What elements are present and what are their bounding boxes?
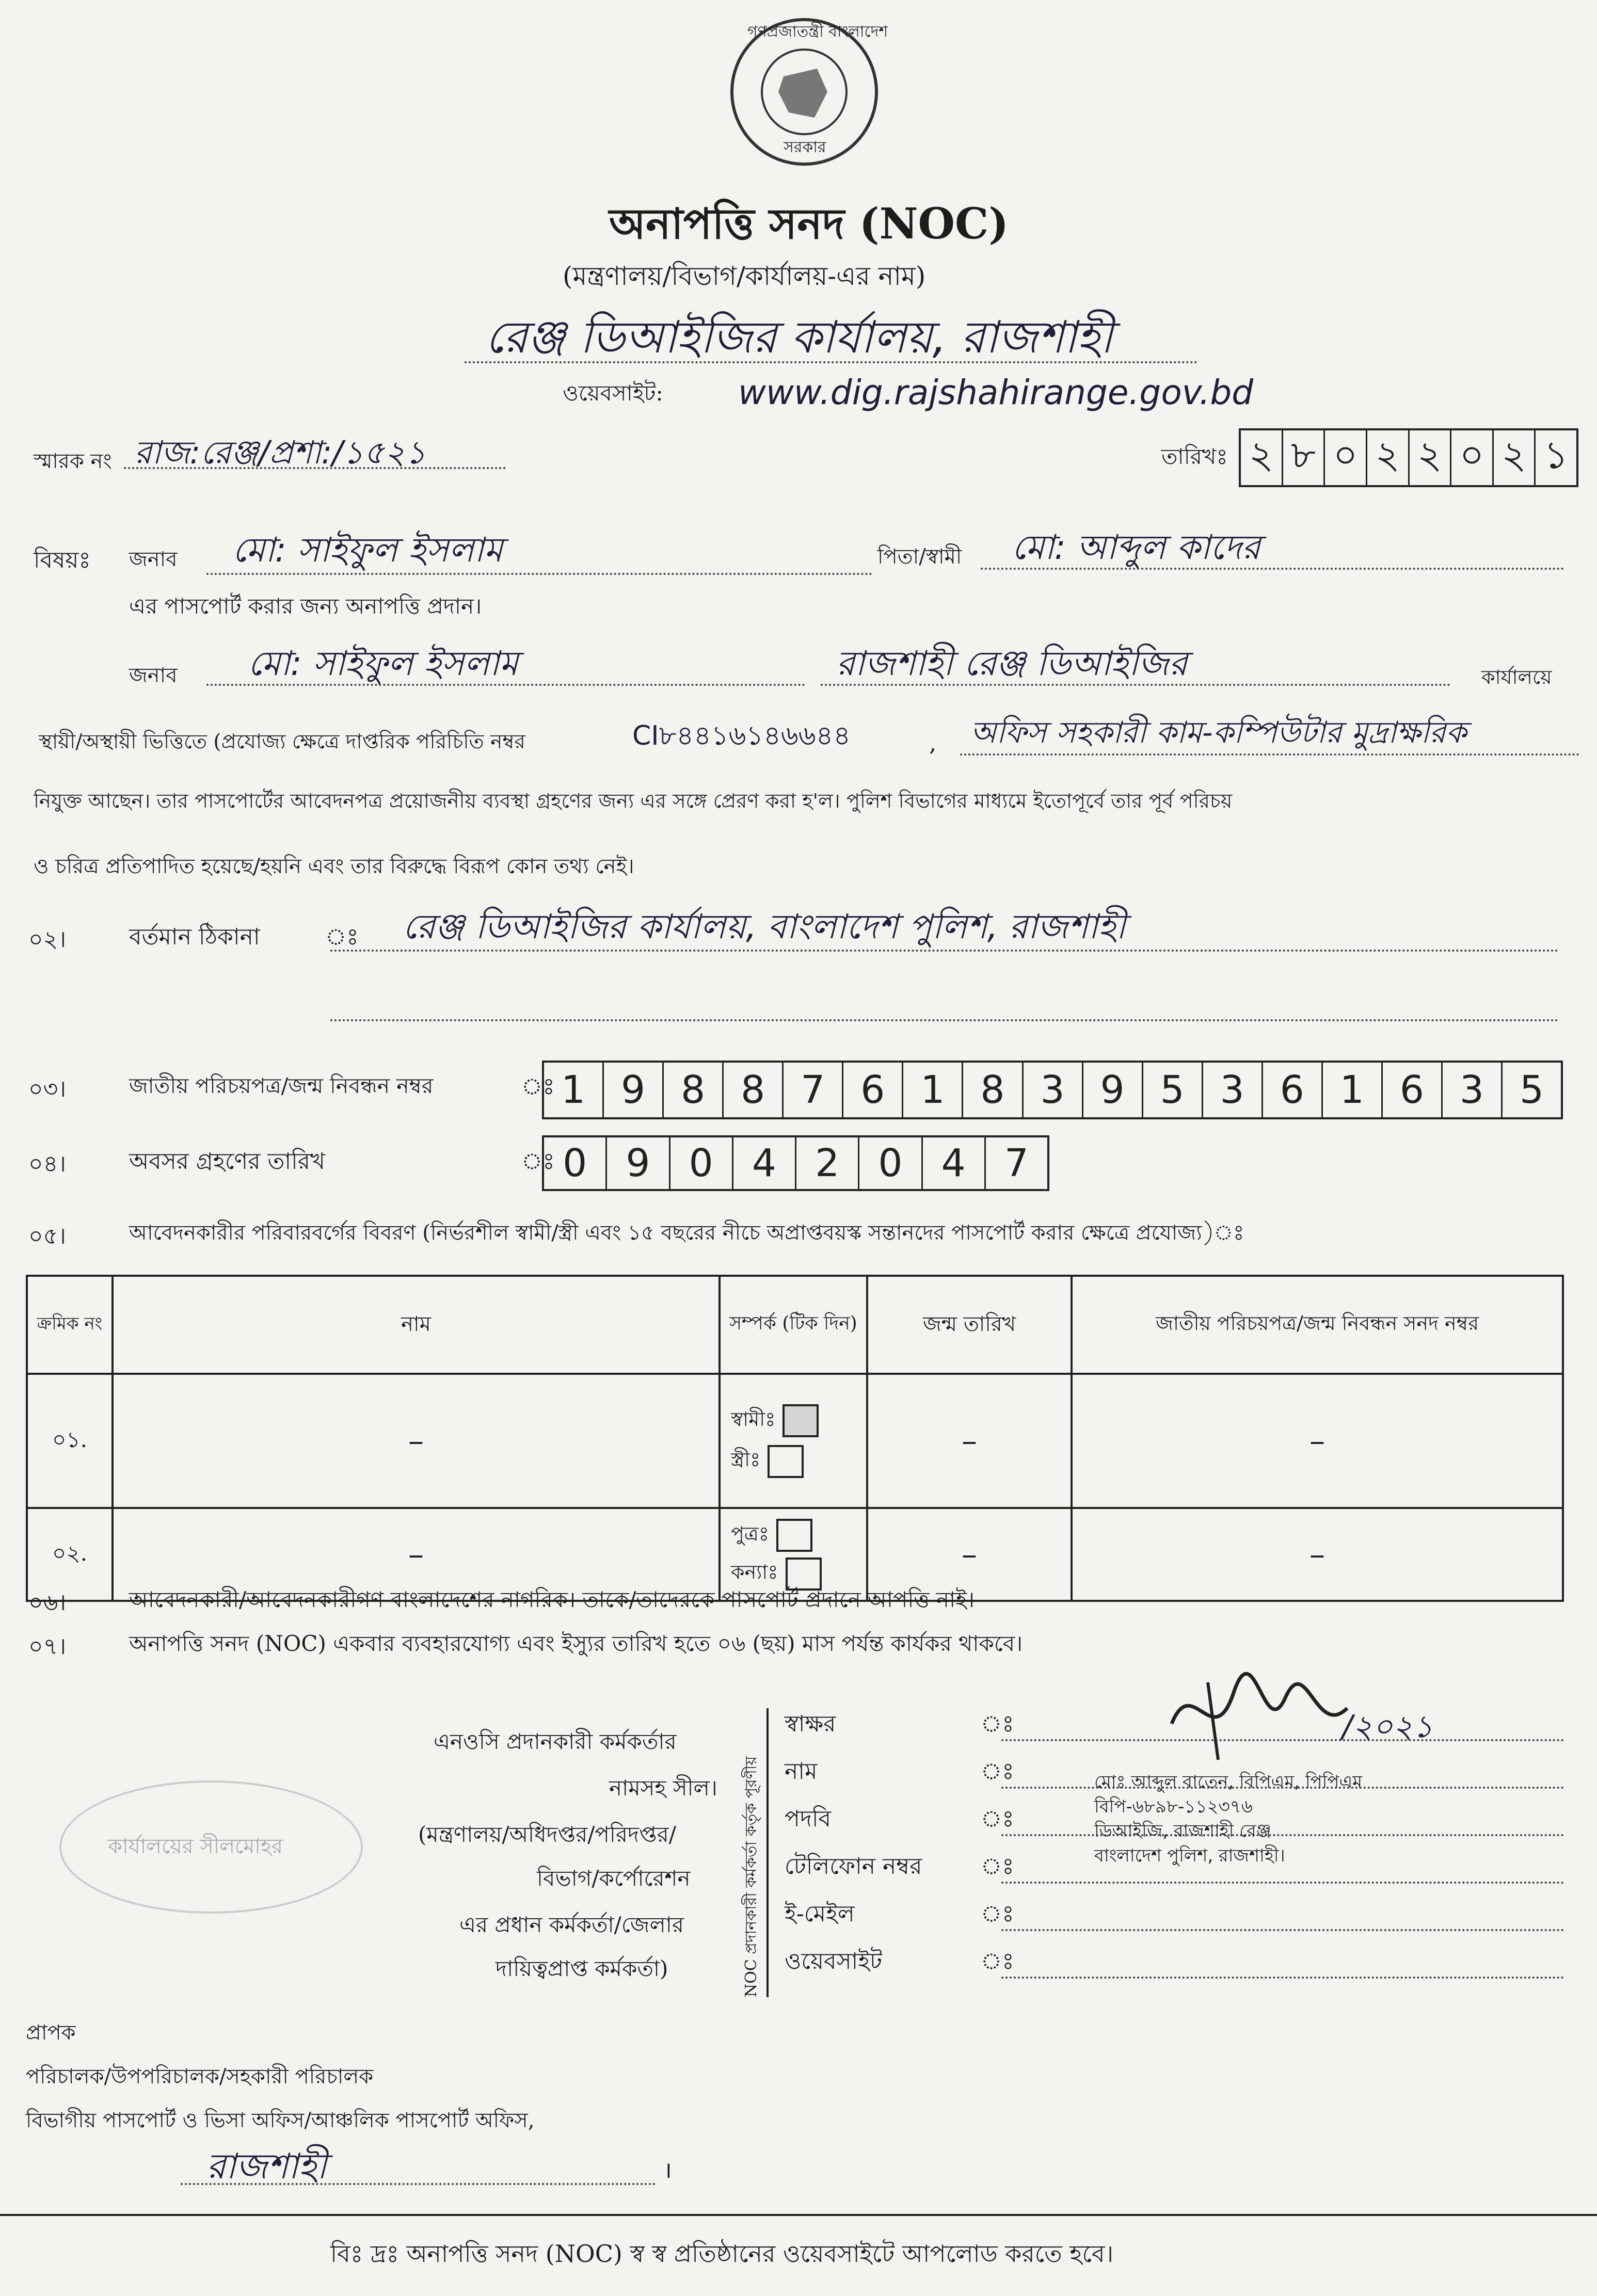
date-digit: ০: [1451, 430, 1494, 485]
government-seal: [727, 14, 888, 169]
row-dob: –: [867, 1508, 1072, 1601]
header-relation: সম্পর্ক (টিক দিন): [720, 1276, 867, 1374]
father-name-line: [981, 568, 1564, 570]
retire-digit: 4: [923, 1137, 986, 1189]
nid-boxes: [542, 1061, 1563, 1119]
body-line-a: স্থায়ী/অস্থায়ী ভিত্তিতে (প্রযোজ্য ক্ষেত্রে দাপ্তরিক পরিচিতি নম্বর: [39, 730, 525, 753]
signatory-left-5: এর প্রধান কর্মকর্তা/জেলার: [459, 1912, 684, 1937]
body-janab: জনাব: [129, 664, 178, 687]
footnote: বিঃ দ্রঃ অনাপত্তি সনদ (NOC) স্ব স্ব প্রতিষ্ঠানের ওয়েবসাইটে আপলোড করতে হবে।: [330, 2240, 1114, 2268]
wife-checkbox[interactable]: [768, 1445, 804, 1478]
header-dob: জন্ম তারিখ: [867, 1276, 1072, 1374]
body-office-suffix: কার্যালয়ে: [1481, 666, 1552, 688]
nid-digit: 1: [544, 1063, 604, 1117]
header-name: নাম: [113, 1276, 720, 1374]
nid-digit: 7: [784, 1063, 843, 1117]
stamp-line: বাংলাদেশ পুলিশ, রাজশাহী।: [1094, 1845, 1285, 1866]
retire-digit: 0: [670, 1137, 733, 1189]
nid-digit: 5: [1519, 1068, 1544, 1112]
subject-label: বিষয়ঃ: [34, 547, 91, 573]
date-label: তারিখঃ: [1161, 444, 1228, 469]
date-digit: ২: [1410, 430, 1452, 485]
website-value: www.dig.rajshahirange.gov.bd: [738, 373, 1254, 412]
stamp-line: ডিআইজি, রাজশাহী রেঞ্জ: [1094, 1821, 1271, 1842]
stamp-line: মোঃ আব্দুল বাতেন, বিপিএম, পিপিএম: [1094, 1772, 1363, 1792]
son-checkbox[interactable]: [776, 1519, 812, 1552]
officer-signature: [1161, 1662, 1358, 1765]
office-name-handwritten: রেঞ্জ ডিআইজির কার্যালয়, রাজশাহী: [485, 312, 1113, 363]
retire-digit: 7: [1004, 1141, 1029, 1185]
row-serial: ০২.: [27, 1508, 113, 1601]
nid-digit: 3: [1024, 1063, 1083, 1117]
retire-digit: 9: [607, 1137, 670, 1189]
nid-digit: 8: [963, 1063, 1023, 1117]
row-dob: –: [867, 1374, 1072, 1508]
item03-colon: ঃ: [521, 1073, 555, 1100]
date-digit: ৮: [1283, 430, 1325, 485]
item03-no: ০৩।: [28, 1076, 66, 1102]
body-name: মো: সাইফুল ইসলাম: [248, 644, 519, 683]
field-signature: স্বাক্ষর ঃ: [785, 1711, 1569, 1758]
item02-line2: [330, 1019, 1559, 1021]
signatory-left-6: দায়িত্বপ্রাপ্ত কর্মকর্তা): [496, 1956, 668, 1981]
table-row: [27, 1374, 1563, 1508]
body-office-line: [821, 684, 1450, 686]
retirement-date-boxes: [542, 1135, 1049, 1191]
recipient-end: ।: [663, 2157, 672, 2183]
item04-no: ০৪।: [28, 1151, 66, 1177]
subject-line2: এর পাসপোর্ট করার জন্য অনাপত্তি প্রদান।: [129, 593, 482, 619]
nid-digit: 1: [903, 1063, 963, 1117]
seal-bottom-text: সরকার: [784, 138, 826, 156]
item04-label: অবসর গ্রহণের তারিখ: [129, 1148, 325, 1175]
nid-digit: 8: [664, 1063, 724, 1117]
body-line-c: ও চরিত্র প্রতিপাদিত হয়েছে/হয়নি এবং তার বিরুদ্ধে বিরূপ কোন তথ্য নেই।: [34, 855, 634, 878]
memo-label: স্মারক নং: [34, 449, 112, 473]
header-nid: জাতীয় পরিচয়পত্র/জন্ম নিবন্ধন সনদ নম্বর: [1072, 1276, 1563, 1374]
item02-label: বর্তমান ঠিকানা: [129, 924, 260, 950]
office-seal-placeholder: [59, 1780, 363, 1914]
daughter-checkbox[interactable]: [786, 1558, 822, 1591]
stamp-line: বিপি-৬৮৯৮-১১২৩৭৬: [1094, 1796, 1253, 1817]
relation-label: স্বামীঃ: [731, 1407, 776, 1431]
item05-text: আবেদনকারীর পরিবারবর্গের বিবরণ (নির্ভরশীল স্বামী/স্ত্রী এবং ১৫ বছরের নীচে অপ্রাপ্তবয়স্ক সন্তানদের পাসপোর্ট করার ক্ষেত্রে প্রযোজ্য)ঃ: [129, 1221, 1244, 1245]
ministry-caption: (মন্ত্রণালয়/বিভাগ/কার্যালয়-এর নাম): [563, 261, 926, 291]
field-email: ই-মেইল ঃ: [785, 1901, 1569, 1948]
item02-colon: ঃ: [325, 924, 359, 950]
item03-label: জাতীয় পরিচয়পত্র/জন্ম নিবন্ধন নম্বর: [129, 1073, 434, 1098]
item04-colon: ঃ: [521, 1148, 555, 1175]
nid-digit: 9: [604, 1063, 664, 1117]
field-telephone: টেলিফোন নম্বর ঃ: [785, 1853, 1569, 1901]
subject-name: মো: সাইফুল ইসলাম: [232, 530, 503, 570]
retire-digit: 0: [544, 1137, 607, 1189]
subject-name-line: [206, 573, 872, 575]
official-id: CI৮৪৪১৬১৪৬৬৪৪: [632, 720, 851, 751]
relation-label: পুত্রঃ: [731, 1522, 769, 1545]
recipient-line1: পরিচালক/উপপরিচালক/সহকারী পরিচালক: [26, 2065, 374, 2089]
father-name: মো: আব্দুল কাদের: [1012, 527, 1261, 567]
recipient-line2: বিভাগীয় পাসপোর্ট ও ভিসা অফিস/আঞ্চলিক পাসপোর্ট অফিস,: [26, 2109, 535, 2132]
item07-no: ০৭।: [28, 1633, 66, 1660]
item07-text: অনাপত্তি সনদ (NOC) একবার ব্যবহারযোগ্য এবং ইস্যুর তারিখ হতে ০৬ (ছয়) মাস পর্যন্ত কার্যকর থাকবে।: [129, 1631, 1023, 1656]
office-seal-text: কার্যালয়ের সীলমোহর: [108, 1835, 283, 1858]
nid-digit: 1: [1323, 1063, 1383, 1117]
nid-digit: 8: [724, 1063, 784, 1117]
signatory-left-3: (মন্ত্রণালয়/অধিদপ্তর/পরিদপ্তর/: [418, 1822, 676, 1847]
relation-label: কন্যাঃ: [731, 1561, 778, 1583]
memo-line: [124, 467, 506, 469]
seal-top-text: গণপ্রজাতন্ত্রী বাংলাদেশ: [747, 23, 888, 41]
date-digit: ২: [1367, 430, 1410, 485]
nid-digit: 3: [1443, 1063, 1503, 1117]
recipient-label: প্রাপক: [26, 2021, 76, 2045]
designation-line: [960, 753, 1579, 756]
husband-checkbox[interactable]: [782, 1404, 819, 1437]
body-name-line: [206, 684, 805, 686]
retire-digit: 4: [733, 1137, 796, 1189]
date-boxes: [1239, 428, 1578, 487]
website-label: ওয়েবসাইট:: [563, 380, 663, 406]
nid-digit: 3: [1203, 1063, 1263, 1117]
nid-digit: 9: [1083, 1063, 1143, 1117]
date-digit: ০: [1325, 430, 1367, 485]
comma: ,: [929, 730, 936, 757]
field-name: নাম ঃ: [785, 1758, 1569, 1806]
item06-no: ০৬।: [28, 1589, 66, 1616]
date-digit: ২: [1494, 430, 1536, 485]
officer-stamp: [1094, 1770, 1362, 1868]
field-designation: পদবি ঃ: [785, 1806, 1569, 1853]
nid-digit: 6: [1263, 1063, 1323, 1117]
relation-label: স্ত্রীঃ: [731, 1448, 761, 1471]
body-office: রাজশাহী রেঞ্জ ডিআইজির: [836, 644, 1188, 683]
subject-janab: জনাব: [129, 548, 178, 571]
nid-digit: 6: [1383, 1063, 1443, 1117]
item06-text: আবেদনকারী/আবেদনকারীগণ বাংলাদেশের নাগরিক। তাকে/তাদেরকে পাসপোর্ট প্রদানে আপত্তি নাই।: [129, 1587, 975, 1612]
row-name: –: [113, 1374, 720, 1508]
recipient-city: রাজশাহী: [206, 2146, 327, 2187]
date-digit: ১: [1543, 432, 1569, 477]
item02-line1: [330, 950, 1559, 952]
noc-side-text: NOC প্রদানকারী কর্মকর্তা কর্তৃক পূরণীয়: [738, 1708, 769, 1997]
item05-no: ০৫।: [28, 1223, 66, 1249]
row-name: –: [113, 1508, 720, 1601]
item02-no: ০২।: [28, 926, 66, 953]
footnote-rule: [0, 2214, 1597, 2216]
signatory-left-2: নামসহ সীল।: [609, 1775, 717, 1801]
document-title: অনাপত্তি সনদ (NOC): [609, 199, 1009, 249]
retire-digit: 0: [859, 1137, 922, 1189]
memo-value: রাজ:রেঞ্জ/প্রশা:/১৫২১: [134, 433, 426, 471]
signatory-left-1: এনওসি প্রদানকারী কর্মকর্তার: [434, 1729, 677, 1754]
row-nid: –: [1072, 1508, 1563, 1601]
retire-digit: 2: [796, 1137, 859, 1189]
date-digit: ২: [1241, 430, 1283, 485]
designation: অফিস সহকারী কাম-কম্পিউটার মুদ্রাক্ষরিক: [970, 715, 1467, 750]
signatory-left-4: বিভাগ/কর্পোরেশন: [537, 1866, 691, 1891]
row-nid: –: [1072, 1374, 1563, 1508]
father-label: পিতা/স্বামী: [877, 545, 962, 569]
item02-address: রেঞ্জ ডিআইজির কার্যালয়, বাংলাদেশ পুলিশ, রাজশাহী: [403, 907, 1126, 946]
signature-date: /২০২১: [1342, 1709, 1433, 1745]
field-website: ওয়েবসাইট ঃ: [785, 1948, 1569, 1996]
recipient-city-line: [181, 2183, 656, 2185]
row-serial: ০১.: [27, 1374, 113, 1508]
office-name-line: [465, 361, 1197, 363]
header-serial: ক্রমিক নং: [27, 1276, 113, 1374]
row-relation: [720, 1374, 867, 1508]
family-table: [26, 1275, 1564, 1602]
body-line-b: নিযুক্ত আছেন। তার পাসপোর্টের আবেদনপত্র প্রয়োজনীয় ব্যবস্থা গ্রহণের জন্য এর সঙ্গে প্রেরণ করা হ'ল। পুলিশ বিভাগের মাধ্যমে ইতোপূর্বে তার পূর্ব পরিচয়: [34, 790, 1233, 813]
nid-digit: 6: [843, 1063, 903, 1117]
nid-digit: 5: [1143, 1063, 1203, 1117]
